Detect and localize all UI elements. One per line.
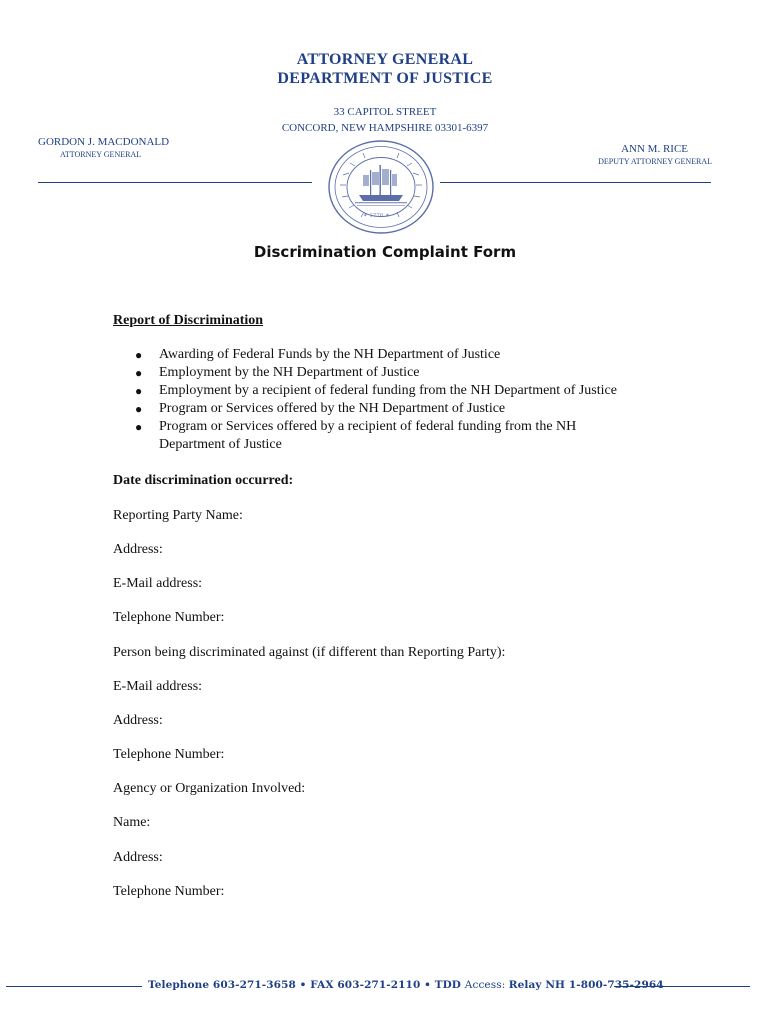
- list-item-text: Program or Services offered by the NH Department of Justice: [159, 401, 506, 416]
- agency-address-label: Address:: [113, 850, 163, 865]
- bullet-icon: ●: [135, 348, 143, 362]
- discrimination-type-list: [113, 346, 673, 454]
- list-item: [113, 346, 673, 364]
- person-telephone-label: Telephone Number:: [113, 747, 225, 762]
- bullet-icon: ●: [135, 384, 143, 398]
- list-item: [113, 382, 673, 400]
- footer-access-label: Access:: [464, 979, 509, 991]
- attorney-general-name: GORDON J. MACDONALD: [38, 136, 170, 148]
- telephone-label: Telephone Number:: [113, 610, 225, 625]
- agency-involved-label: Agency or Organization Involved:: [113, 781, 306, 796]
- footer-contact: [148, 979, 664, 991]
- list-item-text: Employment by a recipient of federal funding from the NH Department of Justice: [159, 383, 617, 398]
- header-rule-right: [440, 182, 711, 183]
- header-rule-left: [38, 182, 312, 183]
- footer-relay: Relay NH 1-800-735-2964: [508, 979, 664, 991]
- attorney-general-title: ATTORNEY GENERAL: [60, 150, 142, 159]
- agency-telephone-label: Telephone Number:: [113, 884, 225, 899]
- person-email-label: E-Mail address:: [113, 679, 203, 694]
- person-address-label: Address:: [113, 713, 163, 728]
- agency-name-label: Name:: [113, 815, 151, 830]
- state-seal-icon: [327, 139, 435, 235]
- address-label: Address:: [113, 542, 163, 557]
- office-title-line1: ATTORNEY GENERAL: [296, 51, 474, 68]
- person-discriminated-label: Person being discriminated against (if different than Reporting Party):: [113, 645, 506, 660]
- deputy-title: DEPUTY ATTORNEY GENERAL: [598, 157, 712, 166]
- footer-rule-right: [614, 986, 750, 987]
- footer-rule-left: [6, 986, 142, 987]
- reporting-party-name-label: Reporting Party Name:: [113, 508, 243, 523]
- list-item-text: Awarding of Federal Funds by the NH Department of Justice: [159, 347, 501, 362]
- office-title-line2: DEPARTMENT OF JUSTICE: [277, 70, 493, 87]
- city-address: CONCORD, NEW HAMPSHIRE 03301-6397: [281, 122, 489, 134]
- svg-text:✦ 1776 ✦: ✦ 1776 ✦: [363, 213, 390, 219]
- email-label: E-Mail address:: [113, 576, 203, 591]
- list-item: [113, 364, 673, 382]
- section-heading: Report of Discrimination: [113, 313, 264, 328]
- date-occurred-label: Date discrimination occurred:: [113, 473, 294, 488]
- list-item: [113, 400, 673, 418]
- bullet-icon: ●: [135, 402, 143, 416]
- bullet-icon: ●: [135, 420, 143, 434]
- street-address: 33 CAPITOL STREET: [333, 106, 437, 118]
- list-item-text: Employment by the NH Department of Justice: [159, 365, 420, 380]
- form-title: Discrimination Complaint Form: [253, 243, 517, 261]
- bullet-icon: ●: [135, 366, 143, 380]
- footer-contact-numbers: Telephone 603-271-3658 • FAX 603-271-2110 • TDD: [148, 979, 465, 991]
- list-item: [113, 418, 673, 454]
- deputy-name: ANN M. RICE: [621, 143, 688, 155]
- list-item-text: Program or Services offered by a recipient of federal funding from the NH Department of Justice: [159, 419, 577, 452]
